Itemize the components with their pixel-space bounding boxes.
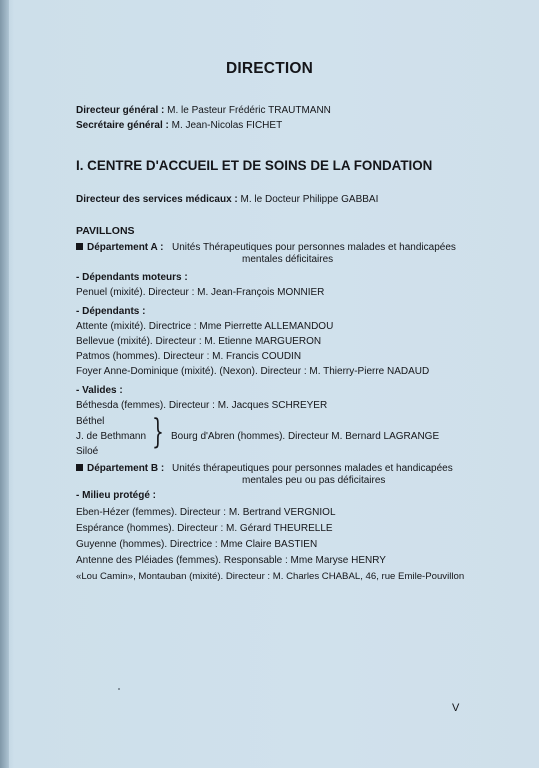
valides-heading: - Valides : (76, 385, 123, 396)
group-item: J. de Bethmann (76, 431, 147, 442)
medical-director-value: M. le Docteur Philippe GABBAI (240, 194, 379, 205)
list-item: Patmos (hommes). Directeur : M. Francis COUDIN (76, 351, 302, 362)
list-item: Bellevue (mixité). Directeur : M. Etienne MARGUERON (76, 336, 322, 347)
list-item: Penuel (mixité). Directeur : M. Jean-François MONNIER (76, 287, 325, 298)
group-item: Béthel (76, 416, 105, 427)
square-bullet-icon (76, 464, 83, 471)
medical-director-label: Directeur des services médicaux : (76, 194, 238, 205)
group-text: Bourg d'Abren (hommes). Directeur M. Bernard LAGRANGE (171, 431, 440, 442)
department-b (76, 463, 453, 486)
list-item: Foyer Anne-Dominique (mixité). (Nexon). Directeur : M. Thierry-Pierre NADAUD (76, 366, 430, 377)
secretary-general-label: Secrétaire général : (76, 120, 169, 131)
list-item: Espérance (hommes). Directeur : M. Gérard THEURELLE (76, 523, 333, 534)
department-a-text-line2: mentales déficitaires (242, 254, 334, 265)
list-item: Antenne des Pléiades (femmes). Responsable : Mme Maryse HENRY (76, 555, 386, 566)
speck-mark (118, 688, 120, 690)
section-title: I. CENTRE D'ACCUEIL ET DE SOINS DE LA FONDATION (76, 158, 433, 173)
director-general-label: Directeur général : (76, 105, 165, 116)
department-b-label: Département B : (87, 463, 165, 474)
secretary-general-line (76, 120, 282, 132)
secretary-general-value: M. Jean-Nicolas FICHET (171, 120, 283, 131)
list-item: Eben-Hézer (femmes). Directeur : M. Bertrand VERGNIOL (76, 507, 336, 518)
department-a-label: Département A : (87, 242, 164, 253)
director-general-line (76, 105, 331, 117)
group-brace: } (152, 412, 164, 452)
list-item: «Lou Camin», Montauban (mixité). Directeur : M. Charles CHABAL, 46, rue Emile-Pouvillon (76, 571, 465, 582)
dependants-heading: - Dépendants : (76, 306, 146, 317)
milieu-protege-heading: - Milieu protégé : (76, 490, 156, 501)
page-number: V (452, 702, 460, 714)
list-item: Attente (mixité). Directrice : Mme Pierrette ALLEMANDOU (76, 321, 334, 332)
department-b-text-line1: Unités thérapeutiques pour personnes malades et handicapées (172, 463, 453, 474)
dependants-moteurs-heading: - Dépendants moteurs : (76, 272, 188, 283)
group-item: Siloé (76, 446, 99, 457)
department-a-text-line1: Unités Thérapeutiques pour personnes malades et handicapées (172, 242, 456, 253)
medical-director-line (76, 194, 378, 206)
page-title: DIRECTION (225, 60, 314, 77)
list-item: Béthesda (femmes). Directeur : M. Jacques SCHREYER (76, 400, 328, 411)
page-binding-edge (0, 0, 9, 768)
pavillons-heading: PAVILLONS (76, 225, 135, 237)
list-item: Guyenne (hommes). Directrice : Mme Claire BASTIEN (76, 539, 318, 550)
department-b-text-line2: mentales peu ou pas déficitaires (242, 475, 386, 486)
square-bullet-icon (76, 243, 83, 250)
director-general-value: M. le Pasteur Frédéric TRAUTMANN (167, 105, 331, 116)
department-a (76, 242, 456, 265)
